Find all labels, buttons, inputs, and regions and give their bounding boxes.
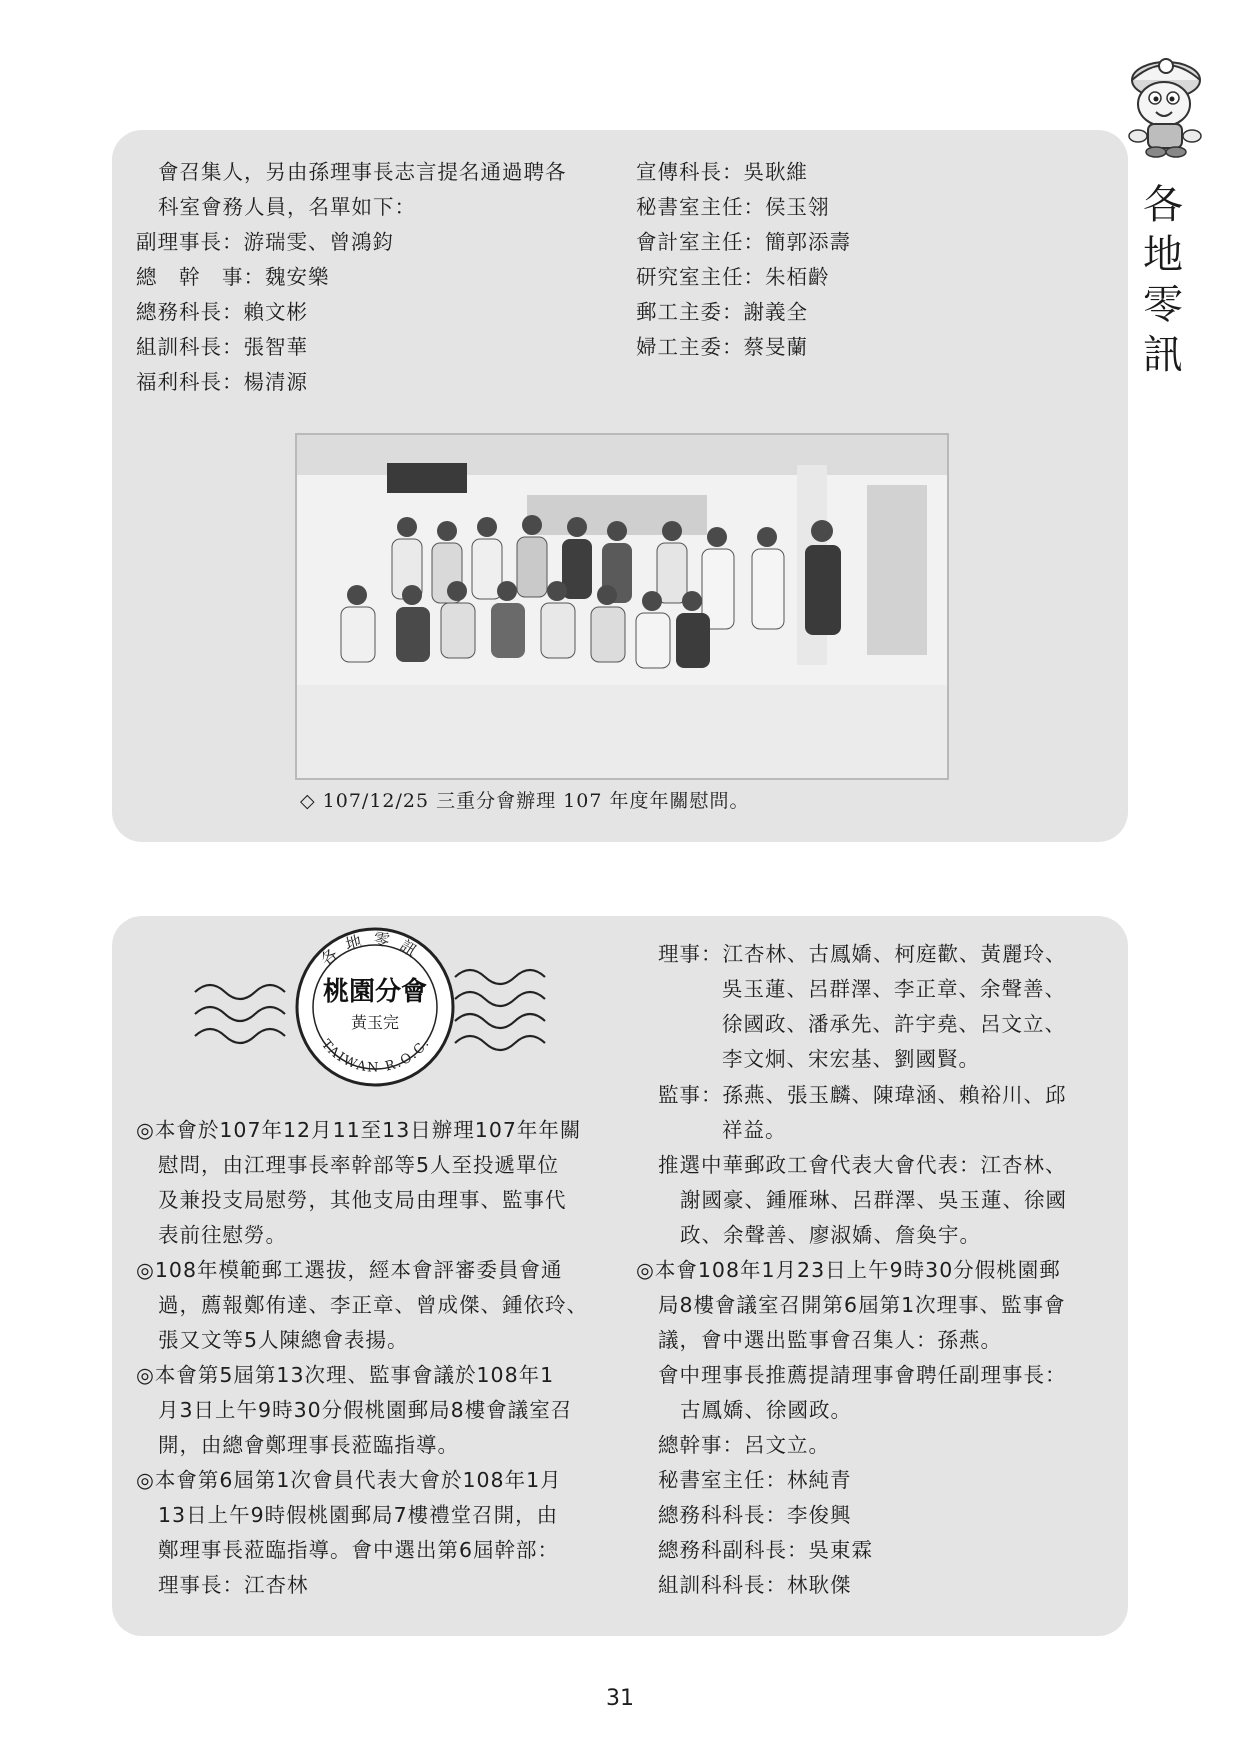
text-line: 會中理事長推薦提請理事會聘任副理事長： xyxy=(658,1363,1067,1387)
text-line: 秘書室主任：林純青 xyxy=(658,1468,852,1492)
text-line: 理事：江杏林、古鳳嬌、柯庭歡、黃麗玲、 xyxy=(658,942,1067,966)
text-line: 政、余聲善、廖淑嬌、詹奐宇。 xyxy=(680,1223,981,1247)
stamp-title: 桃園分會 xyxy=(322,977,428,1007)
text-line: 福利科長：楊清源 xyxy=(136,370,308,394)
text-line: 古鳳嬌、徐國政。 xyxy=(680,1398,852,1422)
section-title-vertical xyxy=(1138,180,1188,380)
text-line: ◎本會於107年12月11至13日辦理107年年關 xyxy=(136,1118,582,1142)
text-line: 總務科副科長：吳東霖 xyxy=(658,1538,873,1562)
text-line: 局8樓會議室召開第6屆第1次理事、監事會 xyxy=(658,1293,1066,1317)
page-number: 31 xyxy=(606,1686,634,1711)
text-line: ◎本會108年1月23日上午9時30分假桃園郵 xyxy=(636,1258,1061,1282)
stamp-arc-text: 各地零訊 xyxy=(317,928,429,970)
photo-caption: ◇ 107/12/25 三重分會辦理 107 年度年關慰問。 xyxy=(300,790,750,812)
text-line: 吳玉蓮、呂群澤、李正章、余聲善、 xyxy=(722,977,1066,1001)
group-photo xyxy=(295,433,949,780)
postmark-stamp xyxy=(185,922,565,1116)
title-char: 地 xyxy=(1143,232,1183,278)
text-line: 鄭理事長蒞臨指導。會中選出第6屆幹部： xyxy=(158,1538,560,1562)
text-line: 會召集人，另由孫理事長志言提名通過聘各 xyxy=(158,160,567,184)
text-line: 總務科長：賴文彬 xyxy=(136,300,308,324)
text-line: 郵工主委：謝義全 xyxy=(636,300,808,324)
title-char: 零 xyxy=(1143,282,1183,328)
text-line: 謝國豪、鍾雁琳、呂群澤、吳玉蓮、徐國 xyxy=(680,1188,1067,1212)
text-line: 推選中華郵政工會代表大會代表：江杏林、 xyxy=(658,1153,1067,1177)
text-line: 科室會務人員，名單如下： xyxy=(158,195,416,219)
text-line: 張又文等5人陳總會表揚。 xyxy=(158,1328,409,1352)
text-line: 祥益。 xyxy=(722,1118,787,1142)
text-line: 研究室主任：朱栢齡 xyxy=(636,265,830,289)
text-line: 婦工主委：蔡旻蘭 xyxy=(636,335,808,359)
title-char: 各 xyxy=(1143,182,1183,228)
text-line: 總幹事：呂文立。 xyxy=(658,1433,830,1457)
title-char: 訊 xyxy=(1143,332,1183,378)
text-line: 秘書室主任：侯玉翎 xyxy=(636,195,830,219)
text-line: 理事長：江杏林 xyxy=(158,1573,309,1597)
text-line: 月3日上午9時30分假桃園郵局8樓會議室召 xyxy=(158,1398,573,1422)
mascot-illustration xyxy=(1118,40,1210,162)
text-line: 及兼投支局慰勞，其他支局由理事、監事代 xyxy=(158,1188,567,1212)
text-line: 總務科科長：李俊興 xyxy=(658,1503,852,1527)
text-line: 會計室主任：簡郭添壽 xyxy=(636,230,851,254)
text-line: 宣傳科長：吳耿維 xyxy=(636,160,808,184)
text-line: 組訓科科長：林耿傑 xyxy=(658,1573,852,1597)
stamp-author: 黃玉完 xyxy=(350,1013,400,1032)
text-line: ◎108年模範郵工選拔，經本會評審委員會通 xyxy=(136,1258,563,1282)
text-line: 慰問，由江理事長率幹部等5人至投遞單位 xyxy=(158,1153,560,1177)
text-line: ◎本會第6屆第1次會員代表大會於108年1月 xyxy=(136,1468,562,1492)
text-line: 開，由總會鄭理事長蒞臨指導。 xyxy=(158,1433,459,1457)
text-line: 表前往慰勞。 xyxy=(158,1223,287,1247)
text-line: 組訓科長：張智華 xyxy=(136,335,308,359)
text-line: 副理事長：游瑞雯、曾鴻鈞 xyxy=(136,230,394,254)
text-line: 李文炯、宋宏基、劉國賢。 xyxy=(722,1047,980,1071)
text-line: 監事：孫燕、張玉麟、陳瑋涵、賴裕川、邱 xyxy=(658,1083,1067,1107)
text-line: 徐國政、潘承先、許宇堯、呂文立、 xyxy=(722,1012,1066,1036)
text-line: 13日上午9時假桃園郵局7樓禮堂召開，由 xyxy=(158,1503,559,1527)
text-line: ◎本會第5屆第13次理、監事會議於108年1 xyxy=(136,1363,555,1387)
text-line: 議，會中選出監事會召集人：孫燕。 xyxy=(658,1328,1002,1352)
text-line: 總 幹 事：魏安樂 xyxy=(136,265,330,289)
text-line: 過，薦報鄭侑達、李正章、曾成傑、鍾依玲、 xyxy=(158,1293,588,1317)
stamp-bottom-text: TAIWAN R.O.C. xyxy=(318,1035,434,1076)
